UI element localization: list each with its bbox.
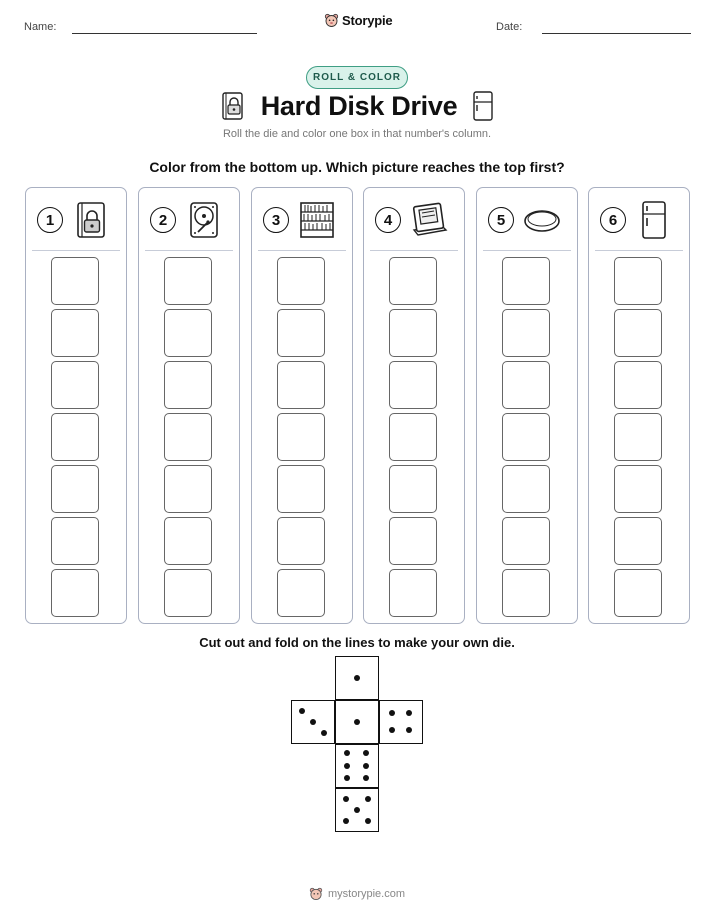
column-number: 3 xyxy=(263,207,289,233)
cut-instruction: Cut out and fold on the lines to make your own die. xyxy=(199,635,515,650)
die-pip xyxy=(343,796,349,802)
color-box[interactable] xyxy=(389,309,437,357)
color-box[interactable] xyxy=(164,309,212,357)
die-pip xyxy=(299,708,305,714)
color-box[interactable] xyxy=(502,257,550,305)
brand-logo xyxy=(324,13,392,28)
color-box[interactable] xyxy=(614,465,662,513)
die-pip xyxy=(406,727,412,733)
color-box[interactable] xyxy=(502,465,550,513)
color-box[interactable] xyxy=(614,257,662,305)
column-5 xyxy=(476,187,578,624)
color-box[interactable] xyxy=(277,517,325,565)
color-box[interactable] xyxy=(502,413,550,461)
column-3 xyxy=(251,187,353,624)
color-box[interactable] xyxy=(277,569,325,617)
storypie-mascot-icon xyxy=(309,887,323,901)
color-box[interactable] xyxy=(164,517,212,565)
color-box[interactable] xyxy=(277,413,325,461)
color-box[interactable] xyxy=(51,569,99,617)
refrigerator-icon xyxy=(471,90,495,122)
color-box[interactable] xyxy=(164,465,212,513)
disc-icon xyxy=(523,200,561,240)
color-box[interactable] xyxy=(164,569,212,617)
color-box[interactable] xyxy=(389,257,437,305)
die-pip xyxy=(406,710,412,716)
color-box[interactable] xyxy=(51,361,99,409)
color-box[interactable] xyxy=(51,413,99,461)
color-box[interactable] xyxy=(389,413,437,461)
column-number: 2 xyxy=(150,207,176,233)
column-divider xyxy=(370,250,458,251)
column-6 xyxy=(588,187,690,624)
color-box[interactable] xyxy=(614,569,662,617)
color-box[interactable] xyxy=(164,413,212,461)
die-pip xyxy=(363,763,369,769)
color-box[interactable] xyxy=(51,257,99,305)
color-box[interactable] xyxy=(389,569,437,617)
activity-badge: ROLL & COLOR xyxy=(306,66,408,89)
die-face-1 xyxy=(335,700,379,744)
color-box[interactable] xyxy=(614,309,662,357)
color-box[interactable] xyxy=(164,257,212,305)
die-pip xyxy=(363,750,369,756)
die-pip xyxy=(354,719,360,725)
color-box[interactable] xyxy=(502,517,550,565)
hard-disk-drive-icon xyxy=(185,200,223,240)
die-face-5 xyxy=(335,788,379,832)
die-face-6 xyxy=(335,744,379,788)
color-box[interactable] xyxy=(51,309,99,357)
tablet-book-icon xyxy=(410,200,448,240)
color-box[interactable] xyxy=(277,361,325,409)
instructions-text: Roll the die and color one box in that number's column. xyxy=(222,128,492,140)
die-pip xyxy=(389,727,395,733)
color-box[interactable] xyxy=(277,257,325,305)
die-face-3 xyxy=(291,700,335,744)
die-pip xyxy=(344,775,350,781)
column-number: 1 xyxy=(37,207,63,233)
column-number: 5 xyxy=(488,207,514,233)
column-number: 6 xyxy=(600,207,626,233)
die-pip xyxy=(310,719,316,725)
die-pip xyxy=(321,730,327,736)
refrigerator-icon xyxy=(635,200,673,240)
color-box[interactable] xyxy=(51,517,99,565)
name-line[interactable] xyxy=(72,33,257,34)
column-divider xyxy=(258,250,346,251)
challenge-prompt: Color from the bottom up. Which picture reaches the top first? xyxy=(149,159,565,175)
color-box[interactable] xyxy=(389,465,437,513)
color-box[interactable] xyxy=(502,569,550,617)
brand-name: Storypie xyxy=(342,13,393,28)
bookshelf-icon xyxy=(298,200,336,240)
title-row xyxy=(0,90,714,122)
name-label: Name: xyxy=(24,21,57,33)
die-pip xyxy=(365,818,371,824)
column-divider xyxy=(595,250,683,251)
color-box[interactable] xyxy=(277,465,325,513)
die-pip xyxy=(344,763,350,769)
storypie-mascot-icon xyxy=(324,13,339,28)
die-pip xyxy=(363,775,369,781)
column-2 xyxy=(138,187,240,624)
color-box[interactable] xyxy=(389,517,437,565)
color-box[interactable] xyxy=(389,361,437,409)
page-title: Hard Disk Drive xyxy=(260,90,458,121)
date-line[interactable] xyxy=(542,33,691,34)
padlocked-book-icon xyxy=(219,91,247,121)
footer xyxy=(309,887,405,901)
column-divider xyxy=(483,250,571,251)
date-label: Date: xyxy=(496,21,523,33)
color-box[interactable] xyxy=(502,309,550,357)
color-box[interactable] xyxy=(277,309,325,357)
column-divider xyxy=(32,250,120,251)
color-box[interactable] xyxy=(614,361,662,409)
die-face-1 xyxy=(335,656,379,700)
color-box[interactable] xyxy=(614,413,662,461)
padlocked-book-icon xyxy=(72,200,110,240)
footer-url[interactable]: mystorypie.com xyxy=(328,888,406,900)
die-pip xyxy=(344,750,350,756)
column-1 xyxy=(25,187,127,624)
die-pip xyxy=(343,818,349,824)
color-box[interactable] xyxy=(614,517,662,565)
die-pip xyxy=(365,796,371,802)
color-box[interactable] xyxy=(51,465,99,513)
die-pip xyxy=(354,807,360,813)
column-divider xyxy=(145,250,233,251)
color-box[interactable] xyxy=(164,361,212,409)
die-pip xyxy=(389,710,395,716)
column-number: 4 xyxy=(375,207,401,233)
column-4 xyxy=(363,187,465,624)
color-box[interactable] xyxy=(502,361,550,409)
die-pip xyxy=(354,675,360,681)
die-face-4 xyxy=(379,700,423,744)
